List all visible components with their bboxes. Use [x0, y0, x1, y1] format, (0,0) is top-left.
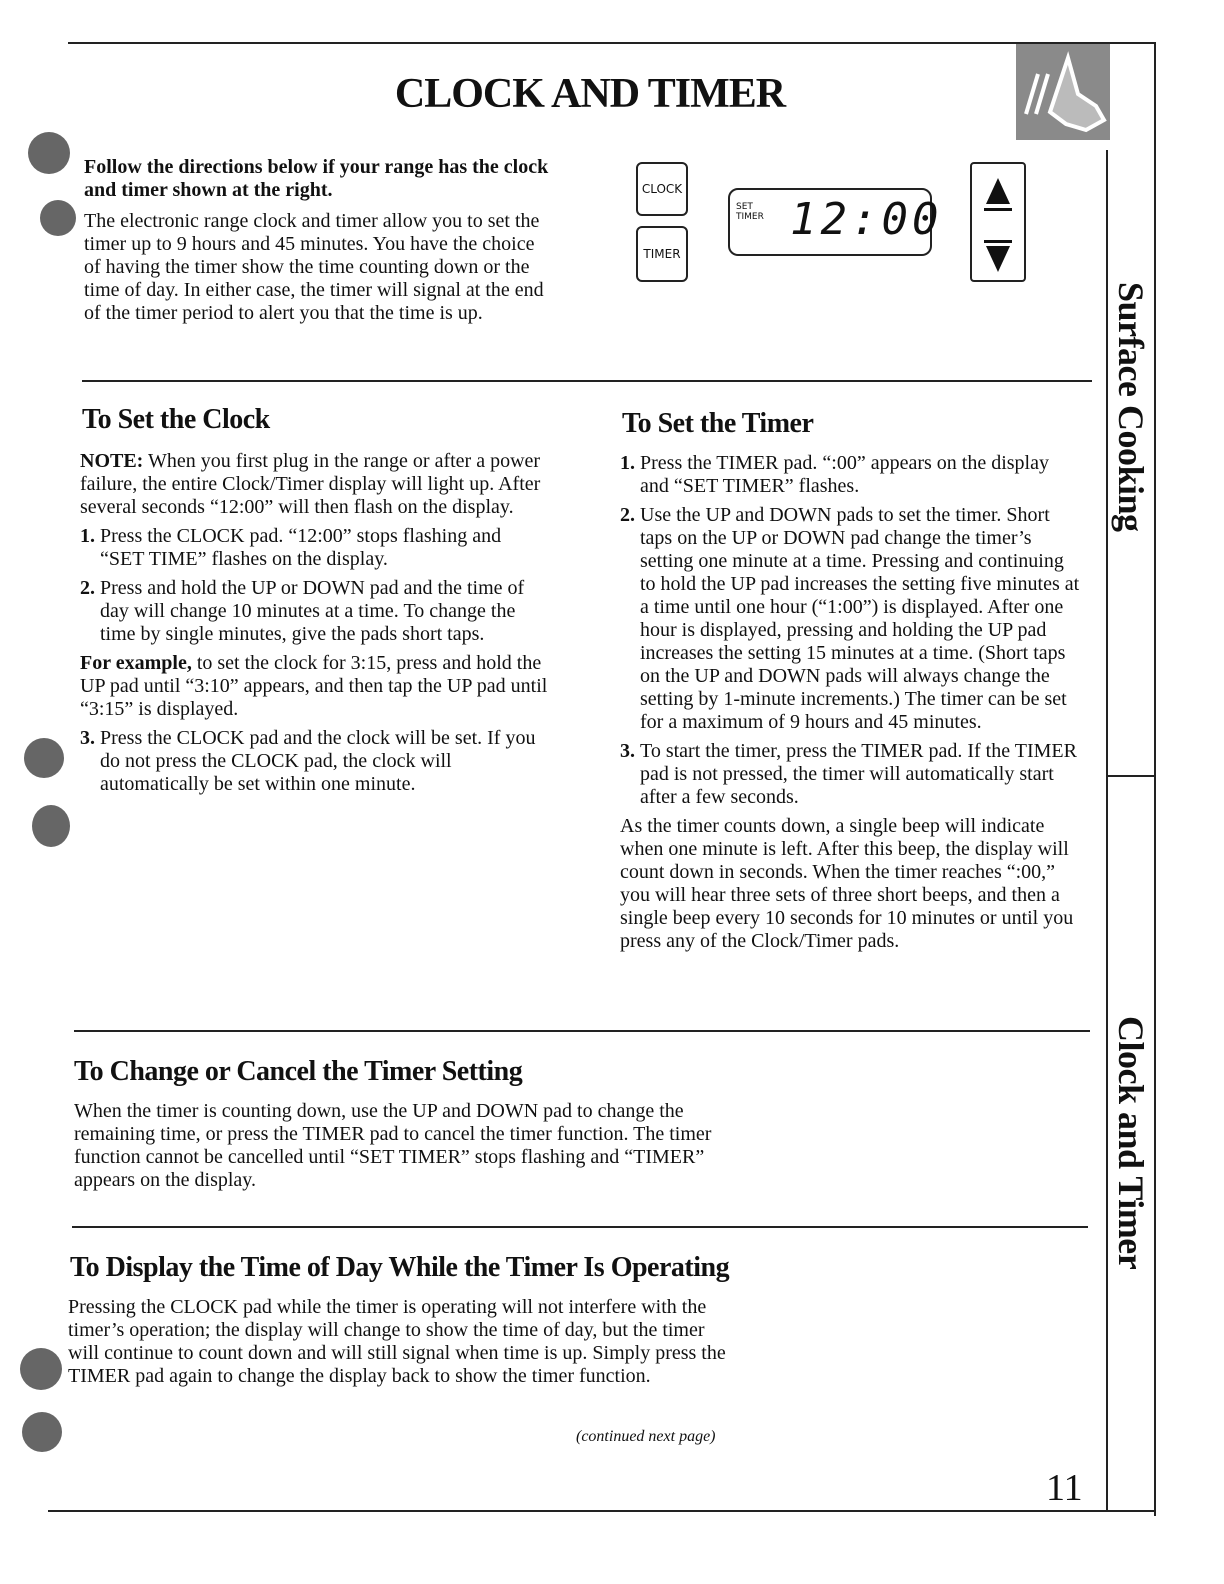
change-cancel-heading: To Change or Cancel the Timer Setting: [74, 1056, 523, 1087]
clock-display: [728, 188, 943, 256]
right-frame-rule: [1154, 42, 1156, 1516]
change-cancel-text: When the timer is counting down, use the UP and DOWN pad to change the remaining time, or press the TIMER pad to cancel the timer function. The timer function cannot be cancelled until “SET TIMER” stops flashing and “TIMER” appears on the display.: [74, 1100, 712, 1191]
binder-hole-4: [32, 805, 70, 847]
binder-hole-1: [28, 132, 70, 174]
side-tab-clock-and-timer[interactable]: Clock and Timer: [1111, 1016, 1151, 1270]
set-clock-step-3: 3. Press the CLOCK pad and the clock will be set. If you do not press the CLOCK pad, the clock will automatically be set within one minute.: [80, 727, 536, 795]
set-timer-column: [620, 452, 1082, 959]
set-timer-heading: To Set the Timer: [622, 408, 814, 439]
section-rule-1: [82, 380, 1092, 382]
set-clock-column: [80, 450, 550, 802]
side-tab-divider: [1106, 775, 1156, 777]
side-tab-inner-rule: [1106, 150, 1108, 1510]
clock-pad[interactable]: [636, 162, 688, 216]
up-arrow-icon[interactable]: [986, 178, 1010, 204]
set-clock-heading: To Set the Clock: [82, 404, 270, 435]
binder-hole-5: [20, 1348, 62, 1390]
binder-hole-3: [24, 738, 64, 778]
display-timer-label: TIMER: [736, 212, 764, 222]
page-title: CLOCK AND TIMER: [394, 71, 786, 117]
down-arrow-icon[interactable]: [986, 246, 1010, 272]
intro-text: The electronic range clock and timer allow you to set the timer up to 9 hours and 45 minutes. You have the choice of having the timer show the time counting down or the time of day. In either case, the timer will signal at the end of the timer period to alert you that the time is up.: [84, 210, 544, 324]
set-clock-step-2: 2. Press and hold the UP or DOWN pad and the time of day will change 10 minutes at a time. To change the time by single minutes, give the pads short taps.: [80, 577, 525, 645]
display-digits: 12:00: [790, 194, 943, 245]
up-down-pad: [970, 162, 1026, 282]
clock-pad-label: CLOCK: [641, 182, 683, 196]
binder-hole-6: [22, 1412, 62, 1452]
page-number: 11: [1046, 1467, 1083, 1509]
set-clock-step-1: 1. Press the CLOCK pad. “12:00” stops flashing and “SET TIME” flashes on the display.: [80, 525, 502, 570]
set-timer-step-1: 1. Press the TIMER pad. “:00” appears on the display and “SET TIMER” flashes.: [620, 452, 1049, 497]
binder-hole-2: [40, 200, 76, 236]
set-clock-example: For example, to set the clock for 3:15, press and hold the UP pad until “3:10” appears, and then tap the UP pad until “3:15” is displayed.: [80, 652, 548, 720]
up-down-arrows: [972, 164, 1024, 280]
corner-logo: [1016, 44, 1110, 140]
continued-note: (continued next page): [576, 1428, 716, 1445]
section-rule-3: [72, 1226, 1088, 1228]
timer-pad-label: TIMER: [643, 247, 681, 261]
set-timer-after-text: As the timer counts down, a single beep will indicate when one minute is left. After this beep, the display will count down in seconds. When the timer reaches “:00,” you will hear three sets of three short beeps, and then a single beep every 10 seconds for 10 minutes or until you press any of the Clock/Timer pads.: [620, 815, 1074, 952]
intro-bold-text: Follow the directions below if your range has the clock and timer shown at the right.: [84, 156, 549, 201]
bottom-rule: [48, 1510, 1156, 1512]
set-clock-note: NOTE: When you first plug in the range or after a power failure, the entire Clock/Timer display will light up. After several seconds “12:00” will then flash on the display.: [80, 450, 541, 518]
timer-pad[interactable]: [636, 226, 688, 282]
hand-pressing-icon: [1016, 44, 1110, 140]
display-time-heading: To Display the Time of Day While the Timer Is Operating: [70, 1252, 730, 1283]
set-timer-step-3: 3. To start the timer, press the TIMER pad. If the TIMER pad is not pressed, the timer will automatically start after a few seconds.: [620, 740, 1077, 808]
set-timer-step-2: 2. Use the UP and DOWN pads to set the timer. Short taps on the UP or DOWN pad change the timer’s setting one minute at a time. Pressing and continuing to hold the UP pad increases the setting five minutes at a time until one hour (“1:00”) is displayed. After one hour is displayed, pressing and holding the UP pad increases the setting 15 minutes at a time. (Short taps on the UP and DOWN pads will always change the setting by 1-minute increments.) The timer can be set for a maximum of 9 hours and 45 minutes.: [620, 504, 1080, 733]
side-tab-surface-cooking[interactable]: Surface Cooking: [1111, 282, 1151, 532]
display-set-label: SET: [736, 202, 753, 212]
section-rule-2: [74, 1030, 1090, 1032]
top-rule: [68, 42, 1156, 44]
display-time-text: Pressing the CLOCK pad while the timer is operating will not interfere with the timer’s operation; the display will change to show the time of day, but the timer will continue to count down and will still signal when time is up. Simply press the TIMER pad again to change the display back to show the timer function.: [68, 1296, 726, 1387]
